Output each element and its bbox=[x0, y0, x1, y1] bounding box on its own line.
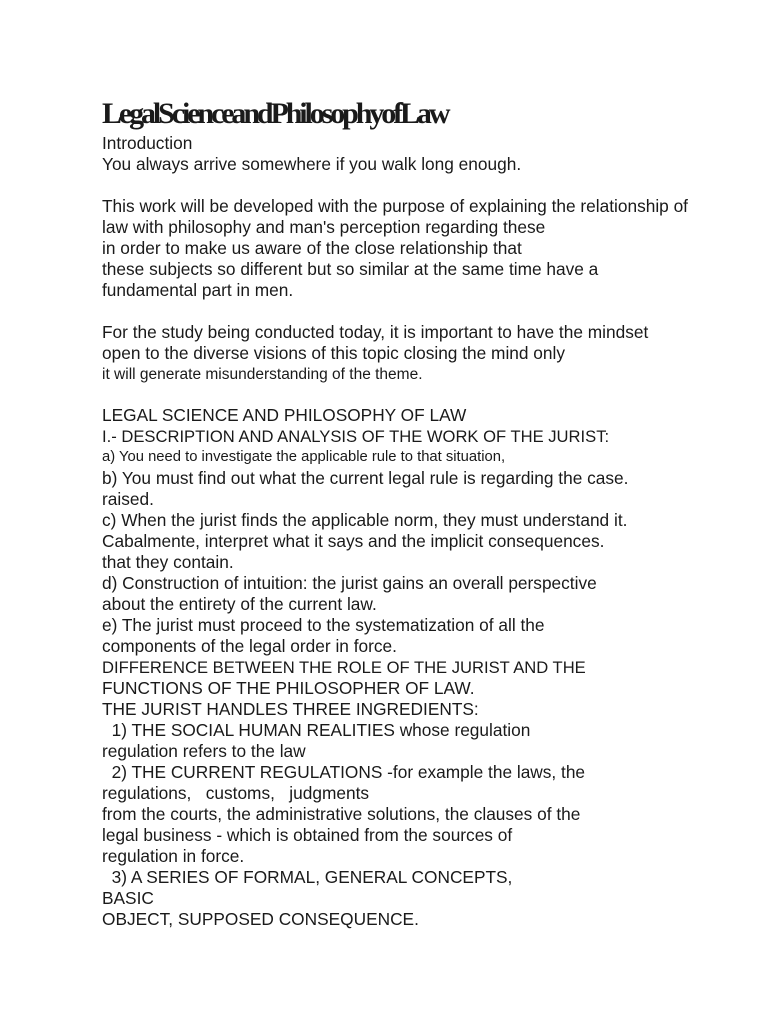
list-item: 3) A SERIES OF FORMAL, GENERAL CONCEPTS, bbox=[102, 867, 513, 887]
list-item: 1) THE SOCIAL HUMAN REALITIES whose regulation bbox=[102, 720, 531, 740]
text-line-introduction: Introduction bbox=[102, 133, 193, 153]
text-line: You always arrive somewhere if you walk long enough. bbox=[102, 154, 522, 174]
subsection-heading: I.- DESCRIPTION AND ANALYSIS OF THE WORK OF THE JURIST: bbox=[102, 427, 610, 446]
text-line: it will generate misunderstanding of the theme. bbox=[102, 366, 423, 383]
text-line: open to the diverse visions of this topic closing the mind only bbox=[102, 343, 566, 363]
list-item: c) When the jurist finds the applicable norm, they must understand it. bbox=[102, 510, 628, 530]
text-line: For the study being conducted today, it is important to have the mindset bbox=[102, 322, 649, 342]
text-line: legal business - which is obtained from the sources of bbox=[102, 825, 513, 845]
text-line: that they contain. bbox=[102, 552, 234, 572]
list-item: a) You need to investigate the applicable rule to that situation, bbox=[102, 449, 506, 465]
section-heading: LEGAL SCIENCE AND PHILOSOPHY OF LAW bbox=[102, 405, 467, 425]
list-item: 2) THE CURRENT REGULATIONS -for example the laws, the bbox=[102, 762, 586, 782]
section-heading: DIFFERENCE BETWEEN THE ROLE OF THE JURIST AND THE bbox=[102, 658, 586, 677]
text-line: regulation in force. bbox=[102, 846, 245, 866]
section-heading: THE JURIST HANDLES THREE INGREDIENTS: bbox=[102, 699, 479, 719]
text-line: from the courts, the administrative solutions, the clauses of the bbox=[102, 804, 581, 824]
text-line: Cabalmente, interpret what it says and the implicit consequences. bbox=[102, 531, 605, 551]
text-line: OBJECT, SUPPOSED CONSEQUENCE. bbox=[102, 909, 419, 929]
section-heading: FUNCTIONS OF THE PHILOSOPHER OF LAW. bbox=[102, 678, 475, 698]
text-line: BASIC bbox=[102, 888, 154, 908]
text-line: raised. bbox=[102, 489, 154, 509]
list-item: b) You must find out what the current legal rule is regarding the case. bbox=[102, 468, 629, 488]
text-line: these subjects so different but so similar at the same time have a bbox=[102, 259, 599, 279]
text-line: components of the legal order in force. bbox=[102, 636, 397, 656]
list-item: e) The jurist must proceed to the systematization of all the bbox=[102, 615, 545, 635]
text-line: about the entirety of the current law. bbox=[102, 594, 377, 614]
text-line: regulations, customs, judgments bbox=[102, 783, 370, 803]
text-line: law with philosophy and man's perception regarding these bbox=[102, 217, 546, 237]
text-line: in order to make us aware of the close relationship that bbox=[102, 238, 522, 258]
text-line: fundamental part in men. bbox=[102, 280, 294, 300]
text-line: regulation refers to the law bbox=[102, 741, 306, 761]
document-title: LegalScienceandPhilosophyofLaw bbox=[102, 97, 448, 130]
list-item: d) Construction of intuition: the jurist gains an overall perspective bbox=[102, 573, 597, 593]
text-line: This work will be developed with the purpose of explaining the relationship of bbox=[102, 196, 688, 216]
